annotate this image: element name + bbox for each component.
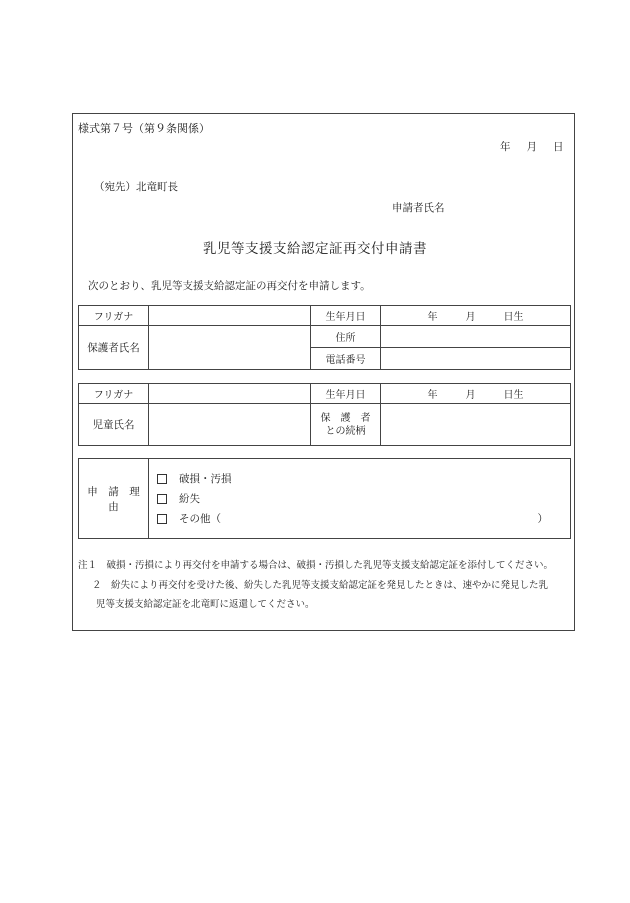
child-name-label: 児童氏名 xyxy=(79,404,149,446)
reason-option-label: 破損・汚損 xyxy=(179,472,232,485)
guardian-birth-month: 月 xyxy=(465,312,476,323)
child-table xyxy=(78,383,571,446)
checkbox-icon[interactable] xyxy=(157,494,167,504)
notes xyxy=(78,556,574,615)
note-2: ２ 紛失により再交付を受けた後、紛失した乳児等支援支給認定証を発見したときは、速やかに発見した乳 xyxy=(92,579,549,591)
guardian-name-label: 保護者氏名 xyxy=(79,326,149,370)
guardian-furigana-field[interactable] xyxy=(149,306,311,326)
reason-table xyxy=(78,458,571,539)
guardian-name-field[interactable] xyxy=(149,326,311,370)
guardian-birth-day: 日生 xyxy=(503,312,524,323)
reason-options xyxy=(149,459,571,539)
reason-label: 申 請 理 由 xyxy=(79,459,149,539)
child-furigana-field[interactable] xyxy=(149,384,311,404)
child-furigana-label: フリガナ xyxy=(79,384,149,404)
date-year-label: 年 xyxy=(500,141,511,153)
guardian-address-field[interactable] xyxy=(381,326,571,348)
document-title: 乳児等支援支給認定証再交付申請書 xyxy=(203,241,427,257)
checkbox-icon[interactable] xyxy=(157,474,167,484)
relationship-label-line1: 保 護 者 xyxy=(320,412,371,424)
guardian-birth-year: 年 xyxy=(427,312,438,323)
note-1: 注１ 破損・汚損により再交付を申請する場合は、破損・汚損した乳児等支援支給認定証を添付してください。 xyxy=(78,560,554,571)
addressee: （宛先）北竜町長 xyxy=(94,181,178,193)
child-birth-month: 月 xyxy=(465,390,476,401)
child-birth-year: 年 xyxy=(427,390,438,401)
child-birthdate-label: 生年月日 xyxy=(311,384,381,404)
reason-option-label: その他（ xyxy=(179,512,221,525)
reason-option-label: 紛失 xyxy=(179,492,200,505)
reason-option-other[interactable] xyxy=(155,509,564,529)
reason-other-close-paren: ） xyxy=(537,512,548,525)
guardian-furigana-label: フリガナ xyxy=(79,306,149,326)
guardian-address-label: 住所 xyxy=(311,326,381,348)
reason-option-damage[interactable] xyxy=(155,469,564,489)
child-birthdate-field[interactable] xyxy=(381,384,571,404)
relationship-label-line2: との続柄 xyxy=(325,425,366,437)
relationship-field[interactable] xyxy=(381,404,571,446)
guardian-phone-field[interactable] xyxy=(381,348,571,370)
guardian-phone-label: 電話番号 xyxy=(311,348,381,370)
child-name-field[interactable] xyxy=(149,404,311,446)
note-2-continued: 児等支援支給認定証を北竜町に返還してください。 xyxy=(96,599,315,610)
date-day-label: 日 xyxy=(553,141,564,153)
date-month-label: 月 xyxy=(526,141,537,153)
guardian-table xyxy=(78,305,571,370)
guardian-birthdate-label: 生年月日 xyxy=(311,306,381,326)
application-date xyxy=(500,139,564,154)
applicant-name-label: 申請者氏名 xyxy=(392,202,445,214)
form-number: 様式第７号（第９条関係） xyxy=(78,122,210,135)
checkbox-icon[interactable] xyxy=(157,514,167,524)
guardian-birthdate-field[interactable] xyxy=(381,306,571,326)
reason-option-lost[interactable] xyxy=(155,489,564,509)
child-birth-day: 日生 xyxy=(503,390,524,401)
intro-text: 次のとおり、乳児等支援支給認定証の再交付を申請します。 xyxy=(88,280,371,292)
relationship-label xyxy=(311,404,381,446)
